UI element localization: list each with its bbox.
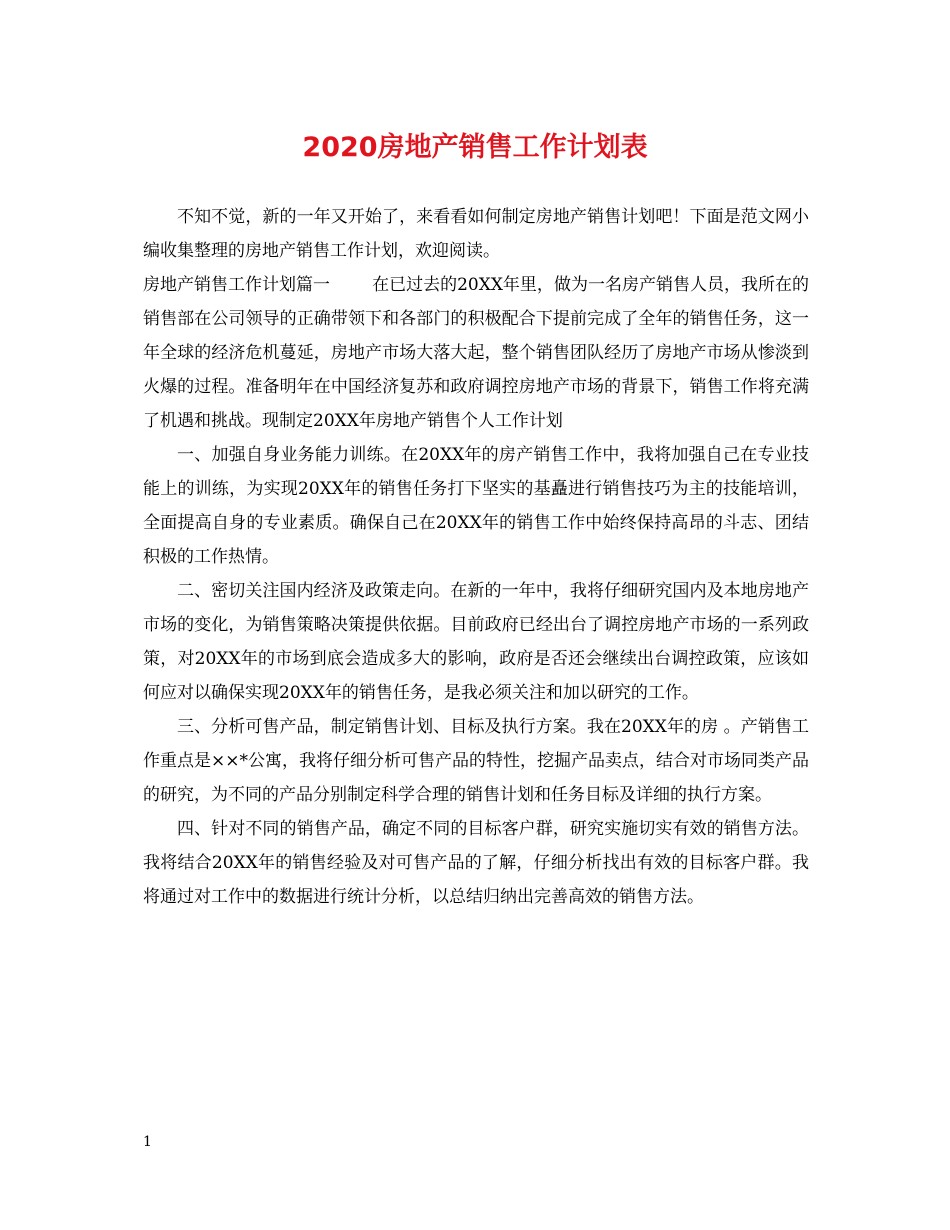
intro-paragraph: 不知不觉，新的一年又开始了，来看看如何制定房地产销售计划吧！下面是范文网小编收集整理的房地产销售工作计划，欢迎阅读。: [143, 207, 809, 261]
section-label: 房地产销售工作计划篇一: [143, 275, 331, 295]
page-number: 1: [143, 1134, 152, 1150]
point-paragraph-1: 一、加强自身业务能力训练。在20XX年的房产销售工作中，我将加强自己在专业技能上的训练，为实现20XX年的销售任务打下坚实的基矗进行销售技巧为主的技能培训，全面提高自身的专业素质。确保自己在20XX年的销售工作中始终保持高昂的斗志、团结积极的工作热情。: [143, 445, 809, 567]
section-paragraph: [143, 268, 809, 438]
document-title: 2020房地产销售工作计划表: [302, 132, 648, 163]
section-body: 在已过去的20XX年里，做为一名房产销售人员，我所在的销售部在公司领导的正确带领下和各部门的积极配合下提前完成了全年的销售任务，这一年全球的经济危机蔓延，房地产市场大落大起，整个销售团队经历了房地产市场从惨淡到火爆的过程。准备明年在中国经济复苏和政府调控房地产市场的背景下，销售工作将充满了机遇和挑战。现制定20XX年房地产销售个人工作计划: [143, 275, 810, 431]
document-body: [143, 200, 809, 914]
point-paragraph-4: 四、针对不同的销售产品，确定不同的目标客户群，研究实施切实有效的销售方法。我将结合20XX年的销售经验及对可售产品的了解，仔细分析找出有效的目标客户群。我将通过对工作中的数据进行统计分析，以总结归纳出完善高效的销售方法。: [143, 819, 809, 907]
point-paragraph-3: 三、分析可售产品，制定销售计划、目标及执行方案。我在20XX年的房 。产销售工作重点是××*公寓，我将仔细分析可售产品的特性，挖掘产品卖点，结合对市场同类产品的研究，为不同的产品分别制定科学合理的销售计划和任务目标及详细的执行方案。: [143, 717, 809, 805]
point-paragraph-2: 二、密切关注国内经济及政策走向。在新的一年中，我将仔细研究国内及本地房地产市场的变化，为销售策略决策提供依据。目前政府已经出台了调控房地产市场的一系列政策，对20XX年的市场到底会造成多大的影响，政府是否还会继续出台调控政策，应该如何应对以确保实现20XX年的销售任务，是我必须关注和加以研究的工作。: [143, 581, 809, 703]
